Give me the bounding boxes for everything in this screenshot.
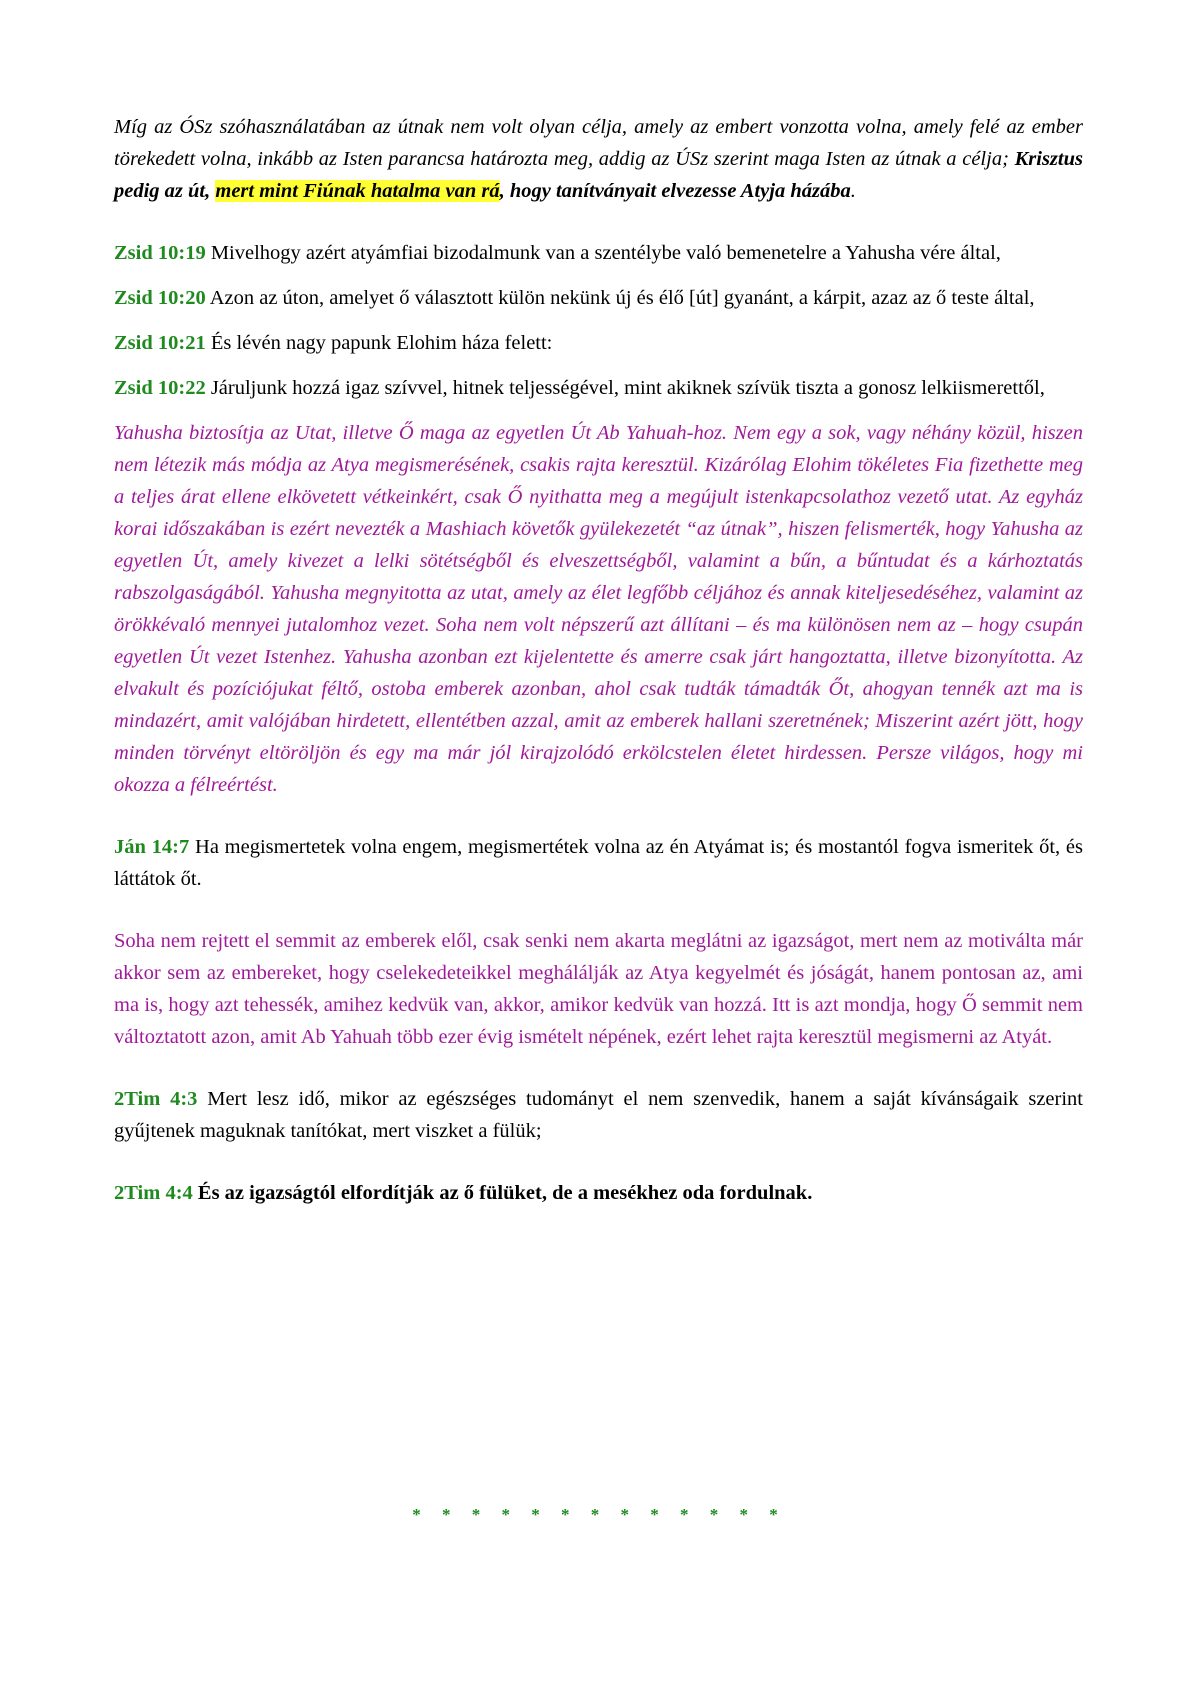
verse-ref: Zsid 10:21 (114, 332, 206, 354)
verse-zsid-10-22 (114, 372, 1083, 404)
commentary-1: Yahusha biztosítja az Utat, illetve Ő maga az egyetlen Út Ab Yahuah-hoz. Nem egy a sok, vagy néhány közül, hiszen nem létezik más módja az Atya megismerésének, csakis rajta keresztül. Kizárólag Elohim tökéletes Fia fizethette meg a teljes árat ellene elkövetett vétkeinkért, csak Ő nyithatta meg a megújult istenkapcsolathoz vezető utat. Az egyház korai időszakában is ezért nevezték a Mashiach követők gyülekezetét “az útnak”, hiszen felismerték, hogy Yahusha az egyetlen Út, amely kivezet a lelki sötétségből és elveszettségből, valamint a bűn, a bűntudat és a kárhoztatás rabszolgaságából. Yahusha megnyitotta az utat, amely az élet legfőbb céljához és annak kiteljesedéséhez, valamint az örökkévaló mennyei jutalomhoz vezet. Soha nem volt népszerű azt állítani – és ma különösen nem az – hogy csupán egyetlen Út vezet Istenhez. Yahusha azonban ezt kijelentette és amerre csak járt hangoztatta, illetve bizonyította. Az elvakult és pozíciójukat féltő, ostoba emberek azonban, ahol csak tudták támadták Őt, ahogyan tennék azt ma is mindazért, amit valójában hirdetett, ellentétben azzal, amit az emberek hallani szeretnének; Miszerint azért jött, hogy minden törvényt eltöröljön és egy ma már jól kirajzolódó erkölcstelen életet hirdessen. Persze világos, hogy mi okozza a félreértést. (114, 422, 1083, 796)
verse-ref: Zsid 10:19 (114, 242, 206, 264)
verse-text: És lévén nagy papunk Elohim háza felett: (205, 332, 553, 354)
verse-text: Mert lesz idő, mikor az egészséges tudományt el nem szenvedik, hanem a saját kívánságaik szerint gyűjtenek maguknak tanítókat, mert viszket a fülük; (114, 1088, 1083, 1142)
intro-bold-text-2: , hogy tanítványait elvezesse Atyja házába (499, 180, 851, 202)
verse-text: Mivelhogy azért atyámfiai bizodalmunk van a szentélybe való bemenetelre a Yahusha vére által, (205, 242, 1001, 264)
verse-zsid-10-21 (114, 327, 1083, 359)
verse-text: Ha megismertetek volna engem, megismertétek volna az én Atyámat is; és mostantól fogva ismeritek őt, és láttátok őt. (114, 836, 1083, 890)
intro-end: . (850, 180, 856, 202)
intro-text: Míg az ÓSz szóhasználatában az útnak nem volt olyan célja, amely az embert vonzotta volna, amely felé az ember törekedett volna, inkább az Isten parancsa határozta meg, addig az ÚSz szerint maga Isten az útnak a célja; (114, 116, 1083, 170)
verse-ref: Zsid 10:22 (114, 377, 206, 399)
intro-paragraph (114, 111, 1083, 207)
verse-zsid-10-19 (114, 237, 1083, 269)
verse-2tim-4-4 (114, 1177, 1083, 1209)
commentary-2: Soha nem rejtett el semmit az emberek elől, csak senki nem akarta meglátni az igazságot, mert nem az motiválta már akkor sem az embereket, hogy cselekedeteikkel meghálálják az Atya kegyelmét és jóságát, hanem pontosan az, ami ma is, hogy azt tehessék, amihez kedvük van, akkor, amikor kedvük van hozzá. Itt is azt mondja, hogy Ő semmit nem változtatott azon, amit Ab Yahuah több ezer évig ismételt népének, ezért lehet rajta keresztül megismerni az Atyát. (114, 930, 1083, 1048)
verse-2tim-4-3 (114, 1083, 1083, 1147)
verse-text: Azon az úton, amelyet ő választott külön nekünk új és élő [út] gyanánt, a kárpit, azaz az ő teste által, (205, 287, 1035, 309)
verse-ref: Ján 14:7 (114, 836, 190, 858)
intro-bold-text: Krisztus pedig az út, (114, 148, 1083, 202)
verse-text: Járuljunk hozzá igaz szívvel, hitnek teljességével, mint akiknek szívük tiszta a gonosz lelkiismerettől, (205, 377, 1045, 399)
verse-jan-14-7 (114, 831, 1083, 895)
section-divider: * * * * * * * * * * * * * (412, 1505, 778, 1524)
verse-ref: 2Tim 4:4 (114, 1182, 193, 1204)
verse-zsid-10-20 (114, 282, 1083, 314)
verse-ref: 2Tim 4:3 (114, 1088, 198, 1110)
verse-text: És az igazságtól elfordítják az ő fülüket, de a mesékhez oda fordulnak. (192, 1182, 813, 1204)
intro-highlighted-text: mert mint Fiúnak hatalma van rá (215, 180, 500, 202)
verse-ref: Zsid 10:20 (114, 287, 206, 309)
